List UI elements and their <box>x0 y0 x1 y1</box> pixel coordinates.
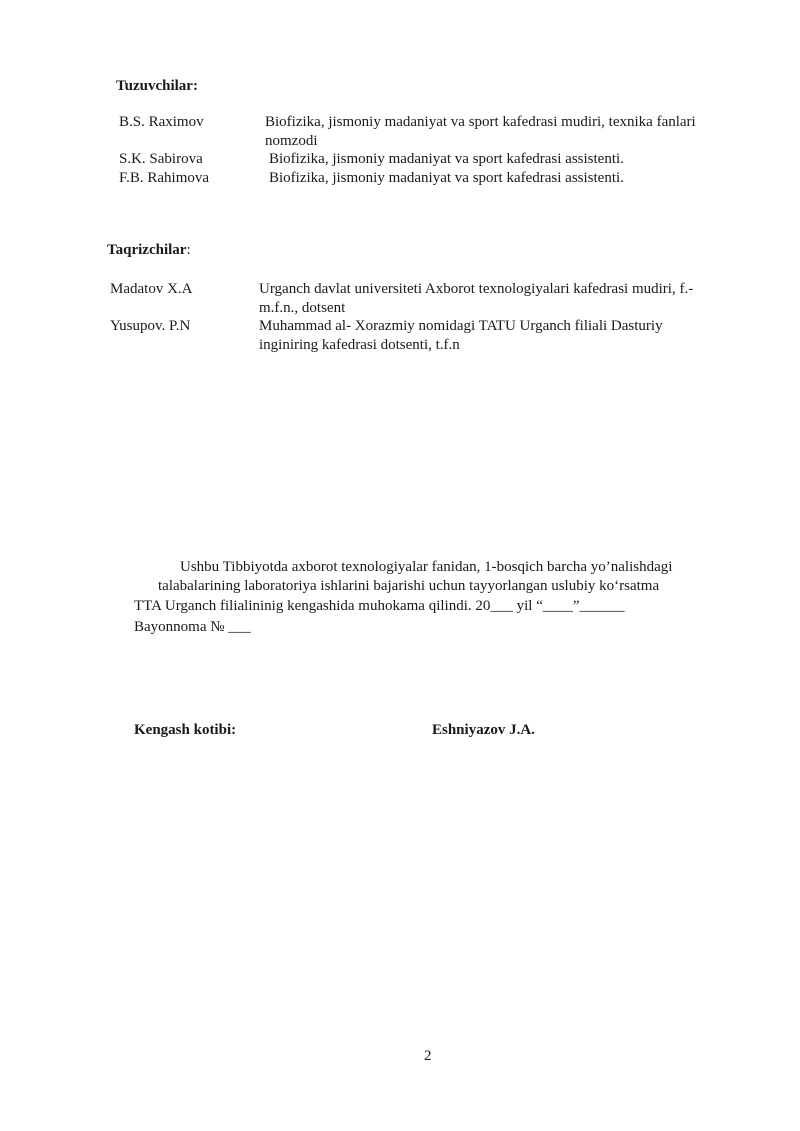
compiler-name-3: F.B. Rahimova <box>119 170 210 186</box>
reviewers-heading-line <box>107 242 191 259</box>
approval-line-1: Ushbu Tibbiyotda axborot texnologiyalar fanidan, 1-bosqich barcha yo’nalishdagi <box>180 559 673 575</box>
approval-line-3: TTA Urganch filialininig kengashida muhokama qilindi. 20___ yil “____”______ <box>134 598 625 614</box>
compiler-role-2: Biofizika, jismoniy madaniyat va sport kafedrasi assistenti. <box>269 151 624 167</box>
compiler-name-2: S.K. Sabirova <box>119 151 203 167</box>
page-number: 2 <box>424 1048 432 1064</box>
compiler-name-1: B.S. Raximov <box>119 114 204 130</box>
reviewer-name-2: Yusupov. P.N <box>110 318 191 334</box>
reviewers-heading-colon: : <box>186 242 191 258</box>
compiler-role-3: Biofizika, jismoniy madaniyat va sport kafedrasi assistenti. <box>269 170 624 186</box>
approval-line-2: talabalarining laboratoriya ishlarini bajarishi uchun tayyorlangan uslubiy ko‘rsatma <box>158 578 660 594</box>
signature-name: Eshniyazov J.A. <box>432 722 535 738</box>
compilers-heading: Tuzuvchilar: <box>116 78 198 94</box>
signature-label: Kengash kotibi: <box>134 722 237 738</box>
approval-line-4: Bayonnoma № ___ <box>134 619 251 635</box>
reviewer-role-2: Muhammad al- Xorazmiy nomidagi TATU Urganch filiali Dasturiy inginiring kafedrasi dotsenti, t.f.n <box>259 318 663 353</box>
reviewer-role-1: Urganch davlat universiteti Axborot texnologiyalari kafedrasi mudiri, f.-m.f.n., dotsent <box>259 281 694 316</box>
reviewers-heading: Taqrizchilar <box>107 242 187 258</box>
compiler-role-1: Biofizika, jismoniy madaniyat va sport kafedrasi mudiri, texnika fanlari nomzodi <box>265 114 696 149</box>
reviewer-name-1: Madatov X.A <box>110 281 193 297</box>
